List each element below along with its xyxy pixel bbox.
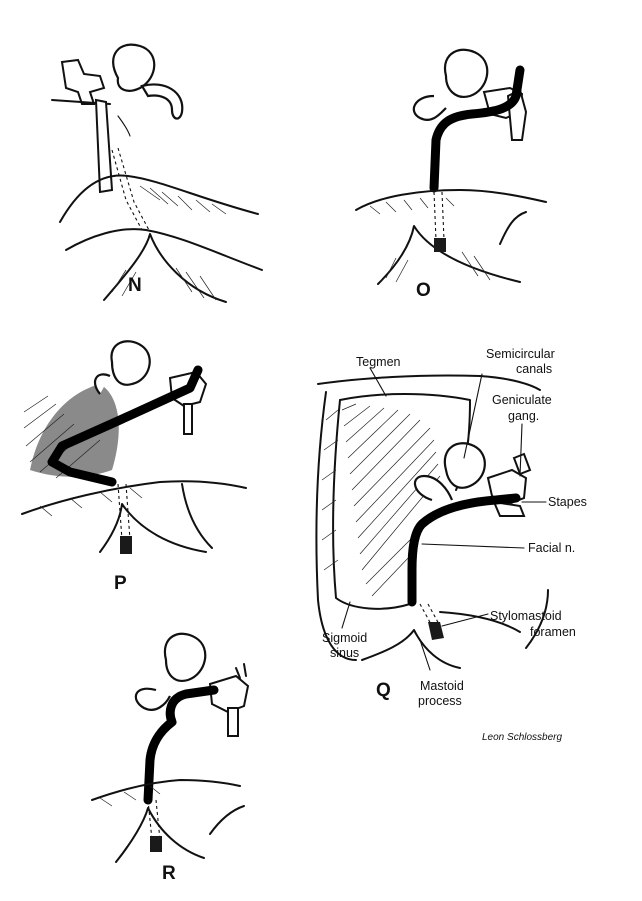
- label-mastoid-line2: process: [418, 694, 462, 708]
- panel-p-drawing: [22, 341, 246, 554]
- label-stylomastoid-line1: Stylomastoid: [490, 609, 562, 623]
- label-sigmoid-line1: Sigmoid: [322, 631, 368, 645]
- panel-o-drawing: [356, 50, 546, 284]
- label-sigmoid-line2: sinus: [330, 646, 360, 660]
- panel-q: [316, 347, 586, 708]
- label-semicircular-line2: canals: [516, 362, 553, 376]
- panel-o-letter: O: [416, 280, 431, 301]
- panel-p-letter: P: [114, 573, 127, 594]
- label-mastoid-line1: Mastoid: [420, 679, 464, 693]
- panel-n-drawing: [52, 45, 262, 302]
- label-semicircular-line1: Semicircular: [486, 347, 555, 361]
- artist-signature: Leon Schlossberg: [482, 732, 563, 743]
- label-geniculate-line2: gang.: [508, 409, 540, 423]
- panel-r-drawing: [92, 634, 248, 862]
- panel-q-letter: Q: [376, 680, 391, 701]
- panel-p: [22, 341, 246, 594]
- label-geniculate-line1: Geniculate: [492, 393, 552, 407]
- label-tegmen: Tegmen: [356, 355, 401, 369]
- panel-o: [356, 50, 546, 301]
- panel-r-letter: R: [162, 863, 176, 884]
- label-stylomastoid-line2: foramen: [530, 625, 576, 639]
- panel-n: [52, 45, 262, 302]
- label-stapes: Stapes: [548, 495, 587, 509]
- panel-r: [92, 634, 248, 884]
- label-facial-nerve: Facial n.: [528, 541, 576, 555]
- panel-n-letter: N: [128, 275, 142, 296]
